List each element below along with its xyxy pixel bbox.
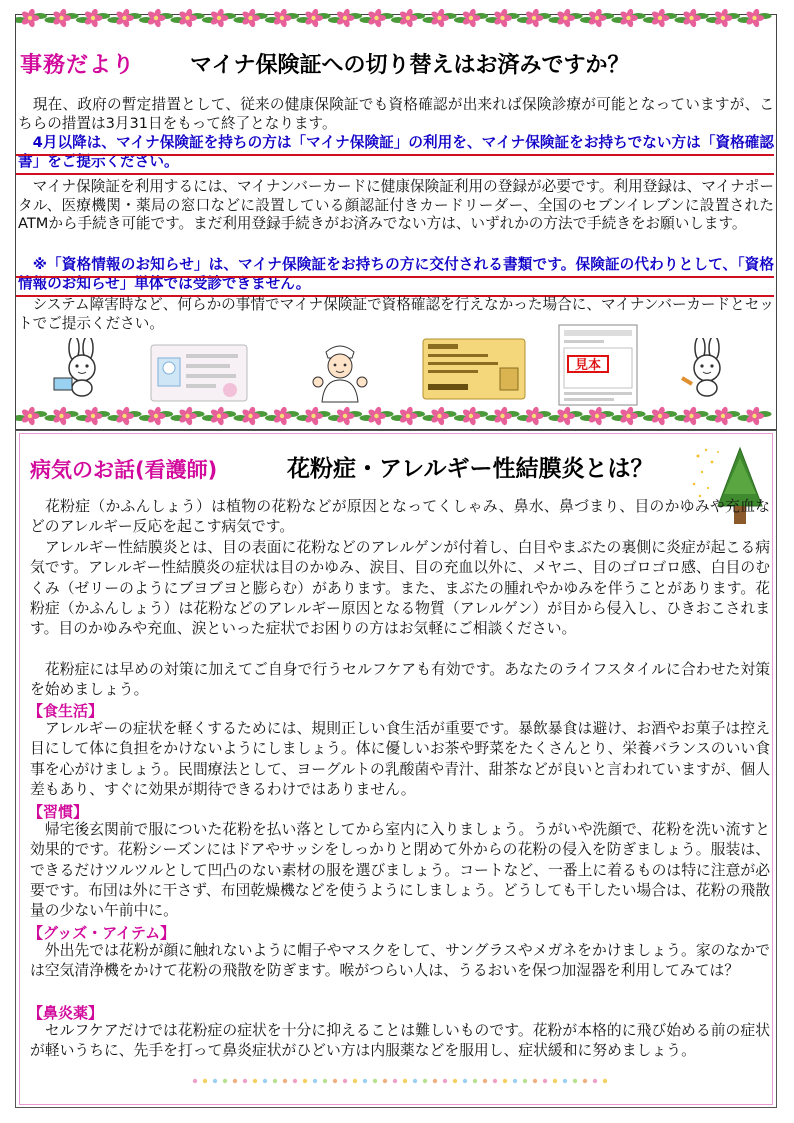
flower-border-middle xyxy=(16,404,774,428)
flower-icon xyxy=(675,8,709,28)
divider-dot xyxy=(513,1079,517,1083)
flower-icon xyxy=(486,406,520,426)
divider-dot xyxy=(393,1079,397,1083)
flower-icon xyxy=(139,406,173,426)
dotted-divider xyxy=(190,1076,610,1086)
section-body-habits: 帰宅後玄関前で服についた花粉を払い落としてから室内に入りましょう。うがいや洗顔で、花粉を洗い流すと効果的です。花粉シーズンにはドアやサッシをしっかりと閉めて外からの花粉の侵入を防ぎましょう。服装は、できるだけツルツルとして凹凸のない素材の服を選びましょう。コートなど、一番上に着るものは特に注意が必要です。布団は外に干さず、布団乾燥機などを使うようにしましょう。どうしても干したい場合は、花粉の飛散量の少ない午前中に。 xyxy=(30,821,770,920)
flower-icon xyxy=(517,406,551,426)
flower-icon xyxy=(612,406,646,426)
divider-dot xyxy=(583,1079,587,1083)
flower-icon xyxy=(454,406,488,426)
divider-dot xyxy=(493,1079,497,1083)
section-body-diet: アレルギーの症状を軽くするためには、規則正しい食生活が重要です。暴飲暴食は避け、お酒やお菓子は控え目にして体に負担をかけないようにしましょう。体に優しいお茶や野菜をたくさんとり、栄養バランスのいい食事を心がけましょう。民間療法として、ヨーグルトの乳酸菌や青汁、甜茶などが良いと言われていますが、個人差もあり、すぐに効果が期待できるわけではありません。 xyxy=(30,720,770,798)
divider-dot xyxy=(223,1079,227,1083)
divider-dot xyxy=(283,1079,287,1083)
divider-dot xyxy=(293,1079,297,1083)
illness-intro-2: アレルギー性結膜炎とは、目の表面に花粉などのアレルゲンが付着し、白目やまぶたの裏側に炎症が起こる病気です。アレルギー性結膜炎の症状は目のかゆみ、涙目、目の充血以外に、メヤニ、目のゴロゴロ感、白目のむくみ（ゼリーのようにブヨブヨと膨らむ）があります。また、まぶたの腫れやかゆみを伴うことがあります。花粉症（かふんしょう）は花粉などのアレルギー原因となる物質（アレルゲン）が目から侵入し、ひきおこされます。目のかゆみや充血、涙といった症状でお困りの方はお気軽にご相談ください。 xyxy=(30,539,770,638)
section-heading-diet: 【食生活】 xyxy=(28,702,104,720)
flower-icon xyxy=(706,8,740,28)
flower-icon xyxy=(76,8,110,28)
divider-dot xyxy=(543,1079,547,1083)
flower-icon xyxy=(139,8,173,28)
flower-icon xyxy=(265,406,299,426)
flower-icon xyxy=(297,406,331,426)
flower-icon xyxy=(643,406,677,426)
flower-icon xyxy=(265,8,299,28)
section-body-goods: 外出先では花粉が顔に触れないように帽子やマスクをして、サングラスやメガネをかけましょう。家のなかでは空気清浄機をかけて花粉の飛散を防ぎます。喉がつらい人は、うるおいを保つ加湿器を利用してみては？ xyxy=(30,942,770,980)
nurse-icon xyxy=(308,338,372,404)
section-heading-habits: 【習慣】 xyxy=(28,803,89,821)
flower-icon xyxy=(16,8,47,28)
flower-icon xyxy=(234,8,268,28)
divider-dot xyxy=(303,1079,307,1083)
office-paragraph-1: 現在、政府の暫定措置として、従来の健康保険証でも資格確認が出来れば保険診療が可能となっていますが、こちらの措置は3月31日をもって終了となります。 xyxy=(18,96,774,132)
flower-icon xyxy=(549,406,583,426)
office-paragraph-4-highlight: ※「資格情報のお知らせ」は、マイナ保険証をお持ちの方に交付される書類です。保険証の代わりとして、「資格情報のお知らせ」単体では受診できません。 xyxy=(18,256,774,292)
divider-dot xyxy=(363,1079,367,1083)
flower-icon xyxy=(580,8,614,28)
section-body-medicine: セルフケアだけでは花粉症の症状を十分に抑えることは難しいものです。花粉が本格的に飛び始める前の症状が軽いうちに、先手を打って鼻炎症状がひどい方は内服薬などを服用し、症状緩和に努めましょう。 xyxy=(30,1022,770,1060)
mynumber-card-icon xyxy=(150,344,248,402)
flower-icon xyxy=(423,8,457,28)
flower-icon xyxy=(738,406,772,426)
flower-icon xyxy=(171,8,205,28)
office-paragraph-3: マイナ保険証を利用するには、マイナンバーカードに健康保険証利用の登録が必要です。利用登録は、マイナポータル、医療機関・薬局の窓口などに設置している顔認証付きカードリーダー、全国のセブンイレブンに設置されたATMから手続き可能です。まだ利用登録手続きがお済みでない方は、いずれかの方法で手続きをお願いします。 xyxy=(18,178,774,233)
sample-stamp: 見本 xyxy=(574,358,602,373)
flower-icon xyxy=(517,8,551,28)
divider-dot xyxy=(473,1079,477,1083)
flower-icon xyxy=(454,8,488,28)
divider-dot xyxy=(603,1079,607,1083)
divider-dot xyxy=(193,1079,197,1083)
flower-icon xyxy=(76,406,110,426)
flower-icon xyxy=(391,406,425,426)
divider-dot xyxy=(203,1079,207,1083)
flower-icon xyxy=(202,406,236,426)
office-paragraph-5: システム障害時など、何らかの事情でマイナ保険証で資格確認を行えなかった場合に、マイナンバーカードとセットでご提示ください。 xyxy=(18,296,774,332)
divider-dot xyxy=(323,1079,327,1083)
flower-icon xyxy=(45,406,79,426)
flower-icon xyxy=(45,8,79,28)
flower-icon xyxy=(675,406,709,426)
flower-icon xyxy=(706,406,740,426)
flower-border-top xyxy=(16,6,774,30)
flower-icon xyxy=(171,406,205,426)
illness-intro-1: 花粉症（かふんしょう）は植物の花粉などが原因となってくしゃみ、鼻水、鼻づまり、目のかゆみや充血などのアレルギー反応を起こす病気です。 xyxy=(30,498,770,536)
flower-icon xyxy=(549,8,583,28)
divider-dot xyxy=(553,1079,557,1083)
flower-icon xyxy=(108,406,142,426)
underline-3 xyxy=(16,276,774,278)
divider-dot xyxy=(523,1079,527,1083)
flower-icon xyxy=(328,8,362,28)
divider-dot xyxy=(453,1079,457,1083)
divider-dot xyxy=(533,1079,537,1083)
flower-icon xyxy=(297,8,331,28)
divider-dot xyxy=(263,1079,267,1083)
flower-icon xyxy=(328,406,362,426)
office-news-label: 事務だより xyxy=(20,53,136,78)
illness-intro-3: 花粉症には早めの対策に加えてご自身で行うセルフケアも有効です。あなたのライフスタイルに合わせた対策を始めましょう。 xyxy=(30,661,770,699)
illustration-row xyxy=(40,328,760,406)
divider-dot xyxy=(383,1079,387,1083)
divider-dot xyxy=(463,1079,467,1083)
divider-dot xyxy=(403,1079,407,1083)
office-news-title: マイナ保険証への切り替えはお済みですか？ xyxy=(190,53,630,78)
flower-icon xyxy=(423,406,457,426)
divider-dot xyxy=(593,1079,597,1083)
underline-1 xyxy=(16,154,774,156)
flower-icon xyxy=(391,8,425,28)
divider-dot xyxy=(253,1079,257,1083)
insurance-card-icon xyxy=(422,338,526,400)
divider-dot xyxy=(333,1079,337,1083)
divider-dot xyxy=(563,1079,567,1083)
divider-dot xyxy=(273,1079,277,1083)
divider-dot xyxy=(343,1079,347,1083)
section-heading-goods: 【グッズ・アイテム】 xyxy=(28,924,176,942)
underline-2 xyxy=(16,173,774,175)
flower-icon xyxy=(202,8,236,28)
divider-dot xyxy=(353,1079,357,1083)
flower-icon xyxy=(16,406,47,426)
divider-dot xyxy=(243,1079,247,1083)
divider-dot xyxy=(313,1079,317,1083)
flower-icon xyxy=(486,8,520,28)
divider-dot xyxy=(233,1079,237,1083)
flower-icon xyxy=(612,8,646,28)
section-heading-medicine: 【鼻炎薬】 xyxy=(28,1004,104,1022)
divider-dot xyxy=(443,1079,447,1083)
divider-dot xyxy=(433,1079,437,1083)
flower-icon xyxy=(738,8,772,28)
office-paragraph-2-highlight: 4月以降は、マイナ保険証を持ちの方は「マイナ保険証」の利用を、マイナ保険証をお持ちでない方は「資格確認書」をご提示ください。 xyxy=(18,134,774,170)
rabbit-mascot-left-icon xyxy=(52,338,112,398)
flower-icon xyxy=(643,8,677,28)
flower-icon xyxy=(360,8,394,28)
illness-talk-label: 病気のお話(看護師) xyxy=(30,458,218,482)
divider-dot xyxy=(413,1079,417,1083)
divider-dot xyxy=(483,1079,487,1083)
rabbit-mascot-right-icon xyxy=(676,338,736,398)
divider-dot xyxy=(573,1079,577,1083)
flower-icon xyxy=(234,406,268,426)
divider-dot xyxy=(423,1079,427,1083)
divider-dot xyxy=(503,1079,507,1083)
qualification-notice-document-icon xyxy=(558,324,638,406)
illness-title: 花粉症・アレルギー性結膜炎とは？ xyxy=(287,456,654,482)
flower-icon xyxy=(580,406,614,426)
divider-dot xyxy=(373,1079,377,1083)
flower-icon xyxy=(360,406,394,426)
flower-icon xyxy=(108,8,142,28)
divider-dot xyxy=(213,1079,217,1083)
